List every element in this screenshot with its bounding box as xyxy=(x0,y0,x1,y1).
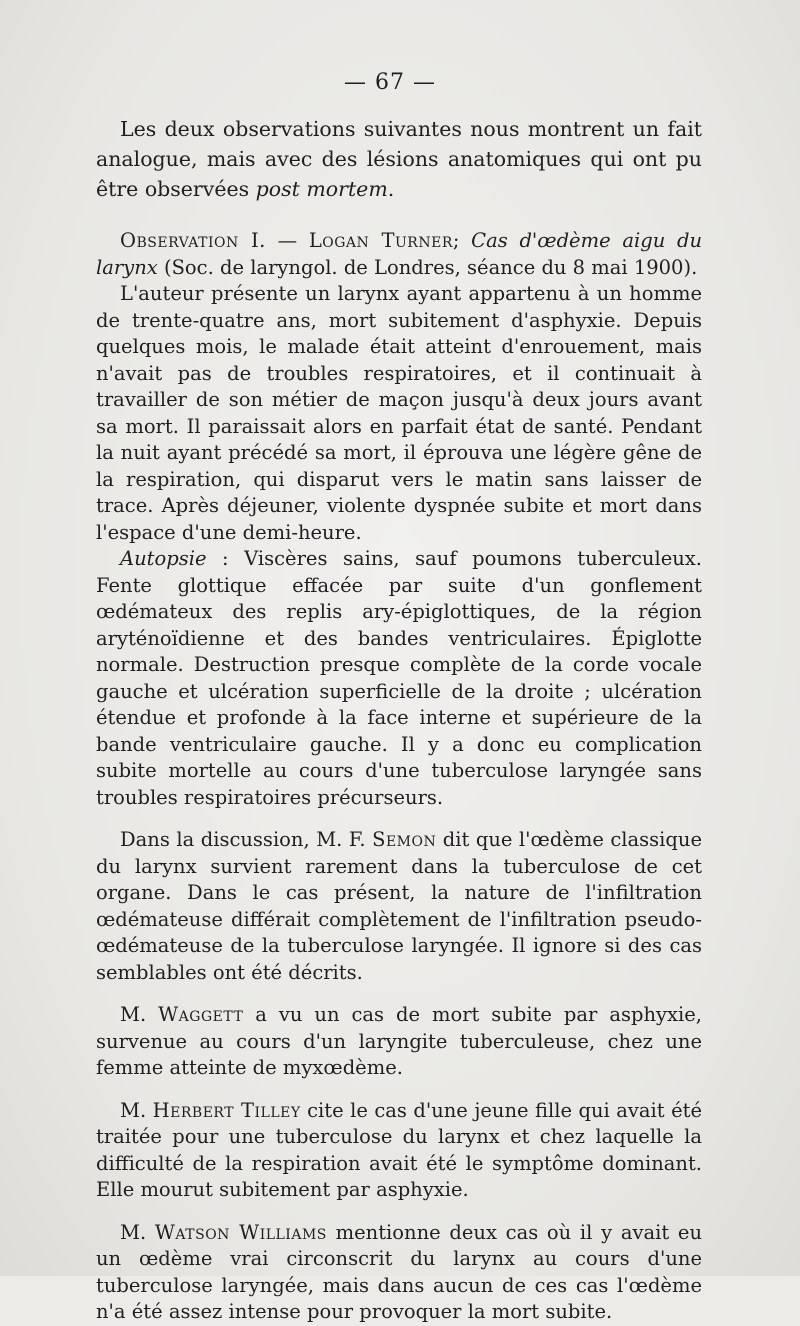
autopsy-paragraph xyxy=(96,546,702,811)
discussion-paragraph-1 xyxy=(96,827,702,986)
discussion-paragraph-3 xyxy=(96,1098,702,1204)
observation-heading: Observation I. — Logan Turner; Cas d'œdème aigu du larynx (Soc. de laryngol. de Londres, séance du 8 mai 1900). xyxy=(96,229,703,279)
observation-title: Cas d'œdème aigu du larynx xyxy=(96,229,703,279)
discussion-paragraph-4 xyxy=(96,1220,702,1326)
discussion-2-b: a vu un cas de mort subite par asphyxie, survenue au cours d'un laryngite tuberculeuse, chez une femme atteinte de myxœdème. xyxy=(96,1003,702,1079)
observation-label: Observation I. xyxy=(120,229,266,252)
intro-text xyxy=(96,114,702,204)
discussion-2-a: M. xyxy=(120,1003,159,1026)
discussion-1-a: Dans la discussion, M. F. xyxy=(120,828,373,851)
discussion-3-name: Herbert Tilley xyxy=(152,1098,301,1122)
intro-italic: post mortem xyxy=(255,177,388,201)
discussion-4-a: M. xyxy=(120,1220,155,1244)
observation-section xyxy=(96,228,702,1326)
intro-text-b: . xyxy=(387,177,395,201)
page-number: — 67 — xyxy=(344,70,436,95)
observation-body: L'auteur présente un larynx ayant appartenu à un homme de trente-quatre ans, mort subitement d'asphyxie. Depuis quelques mois, le malade était atteint d'enrouement, mais n'avait pas de troubles respiratoires, et il continuait à travailler de son métier de maçon jusqu'à deux jours avant sa mort. Il paraissait alors en parfait état de santé. Pendant la nuit ayant précédé sa mort, il éprouva une légère gêne de la respiration, qui disparut vers le matin sans laisser de trace. Après déjeuner, violente dyspnée subite et mort dans l'espace d'une demi-heure. xyxy=(96,282,702,544)
observation-source: (Soc. de laryngol. de Londres, séance du 8 mai 1900). xyxy=(163,255,698,279)
intro-text-a: Les deux observations suivantes nous montrent un fait analogue, mais avec des lésions anatomiques qui ont pu être observées xyxy=(96,117,702,201)
discussion-3-b: cite le cas d'une jeune fille qui avait été traitée pour une tuberculose du larynx et chez laquelle la difficulté de la respiration avait été le symptôme dominant. Elle mourut subitement par asphyxie. xyxy=(96,1098,702,1201)
observation-author: Logan Turner xyxy=(308,229,453,252)
autopsy-label: Autopsie xyxy=(120,547,207,570)
discussion-paragraph-2 xyxy=(96,1002,702,1082)
discussion-1-b: dit que l'œdème classique du larynx survient rarement dans la tuberculose de cet organe. Dans le cas présent, la nature de l'infiltration œdémateuse différait complètement de l'infiltration pseudo-œdémateuse de la tuberculose laryngée. Il ignore si des cas semblables ont été décrits. xyxy=(96,828,702,984)
autopsy-text: : Viscères sains, sauf poumons tuberculeux. Fente glottique effacée par suite d'un gonflement œdémateux des replis ary-épiglottiques, de la région aryténoïdienne et des bandes ventriculaires. Épiglotte normale. Destruction presque complète de la corde vocale gauche et ulcération superficielle de la droite ; ulcération étendue et profonde à la face interne et supérieure de la bande ventriculaire gauche. Il y a donc eu complication subite mortelle au cours d'une tuberculose laryngée sans troubles respiratoires précurseurs. xyxy=(96,547,702,809)
discussion-4-b: mentionne deux cas où il y avait eu un œdème vrai circonscrit du larynx au cours d'une tuberculose laryngée, mais dans aucun de ces cas l'œdème n'a été assez intense pour provoquer la mort subite. xyxy=(96,1220,702,1323)
intro-paragraph xyxy=(96,114,702,204)
discussion-1-name: Semon xyxy=(372,828,437,851)
discussion-4-name: Watson Williams xyxy=(154,1220,327,1244)
discussion-2-name: Waggett xyxy=(158,1003,244,1026)
discussion-3-a: M. xyxy=(120,1098,153,1122)
